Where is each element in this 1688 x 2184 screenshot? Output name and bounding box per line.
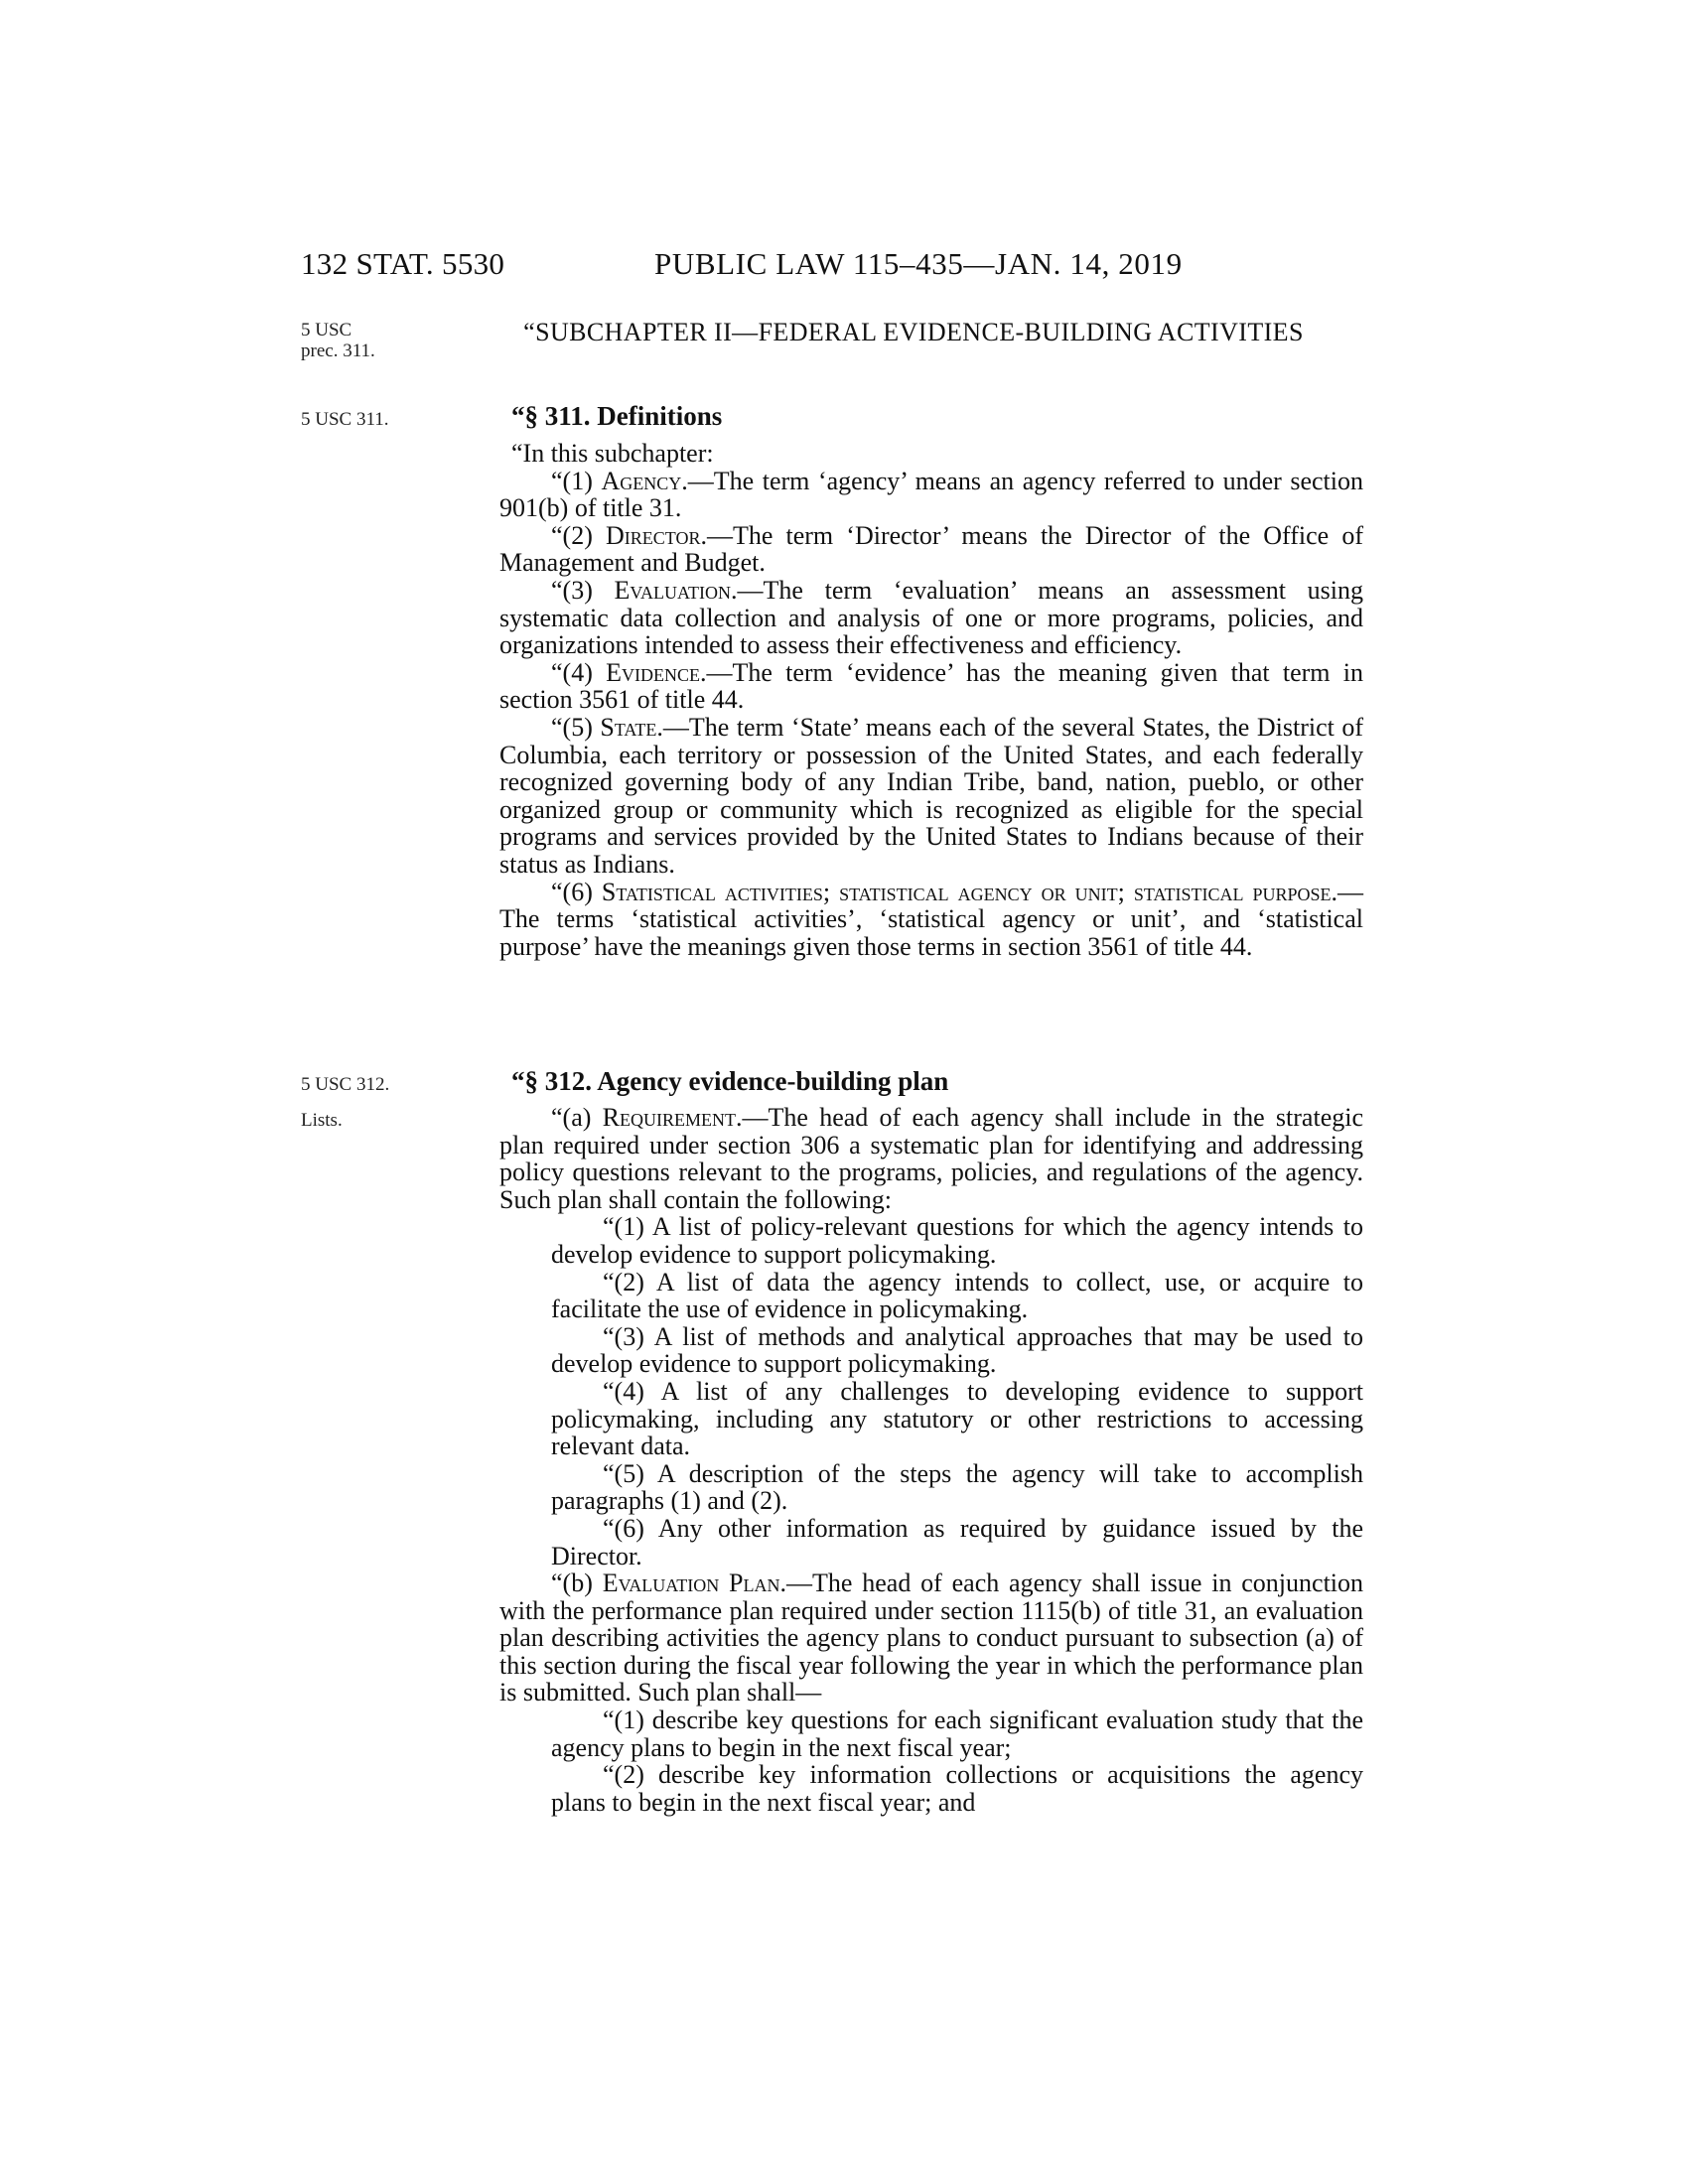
list-item: “(6) Any other information as required by guidance issued by the Director. [551, 1513, 1363, 1570]
definition-text: .—The term ‘Director’ means the Director of the Office of Management and Budget. [499, 520, 1363, 578]
section-312-body [499, 1104, 1363, 1816]
list-item: “(3) A list of methods and analytical approaches that may be used to develop evidence to support policymaking. [551, 1321, 1363, 1379]
subsection-term: Evaluation Plan [602, 1569, 780, 1598]
list-item: “(2) describe key information collections or acquisitions the agency plans to begin in the next fiscal year; and [551, 1760, 1363, 1817]
subsection-num: “(a) [551, 1103, 603, 1132]
definition-num: “(6) [551, 877, 602, 906]
section-311-title: “§ 311. Definitions [511, 401, 723, 431]
margin-note-sec311: 5 USC 311. [301, 409, 389, 430]
definition-term: Statistical activities; statistical agency or unit; statistical purpose [601, 877, 1332, 906]
margin-note-line: prec. 311. [301, 341, 375, 361]
section-311-intro: “In this subchapter: [511, 439, 714, 468]
definition-state [499, 714, 1363, 879]
definition-evaluation [499, 577, 1363, 659]
list-item: “(1) describe key questions for each significant evaluation study that the agency plans to begin in the next fiscal year; [551, 1706, 1363, 1762]
running-head: PUBLIC LAW 115–435—JAN. 14, 2019 [654, 246, 1183, 281]
definition-text: .—The term ‘agency’ means an agency referred to under section 901(b) of title 31. [499, 466, 1363, 523]
definition-statistical [499, 879, 1363, 961]
stat-page-number: 132 STAT. 5530 [301, 246, 505, 281]
definition-term: Director [606, 520, 701, 550]
section-312-title: “§ 312. Agency evidence-building plan [511, 1066, 949, 1096]
list-item: “(1) A list of policy-relevant questions for which the agency intends to develop evidence to support policymaking. [551, 1212, 1363, 1269]
margin-note-lists: Lists. [301, 1110, 343, 1131]
definition-text: .—The term ‘evidence’ has the meaning given that term in section 3561 of title 44. [499, 657, 1363, 715]
list-item: “(5) A description of the steps the agency will take to accomplish paragraphs (1) and (2). [551, 1458, 1363, 1516]
section-311-body [499, 440, 1363, 960]
definition-term: State [600, 712, 657, 742]
subchapter-heading: “SUBCHAPTER II—FEDERAL EVIDENCE-BUILDING ACTIVITIES [523, 318, 1304, 346]
definition-evidence [499, 659, 1363, 714]
margin-note-subchapter [301, 320, 375, 361]
subsection-text: .—The head of each agency shall include in the strategic plan required under section 306 a systematic plan for identifying and addressing policy questions relevant to the programs, policies, and regulations of the agency. Such plan shall contain the following: [499, 1103, 1363, 1214]
definition-text: .—The term ‘State’ means each of the several States, the District of Columbia, each territory or possession of the United States, and each federally recognized governing body of any Indian Tribe, band, nation, pueblo, or other organized group or community which is recognized as eligible for the special programs and services provided by the United States to Indians because of their status as Indians. [499, 712, 1364, 879]
definition-num: “(3) [551, 575, 615, 605]
definition-text: .—The term ‘evaluation’ means an assessment using systematic data collection and analysis of one or more programs, policies, and organizations intended to assess their effectiveness and efficiency. [499, 575, 1363, 660]
definition-term: Agency [601, 466, 682, 495]
running-header [301, 246, 1363, 286]
definition-director [499, 522, 1363, 577]
list-item: “(2) A list of data the agency intends to collect, use, or acquire to facilitate the use of evidence in policymaking. [551, 1267, 1363, 1324]
margin-note-sec312: 5 USC 312. [301, 1074, 390, 1095]
list-item: “(4) A list of any challenges to developing evidence to support policymaking, including any statutory or other restrictions to accessing relevant data. [551, 1376, 1363, 1461]
margin-note-line: 5 USC [301, 320, 352, 341]
subsection-term: Requirement [602, 1103, 736, 1132]
definition-num: “(4) [551, 657, 607, 687]
subsection-b [499, 1570, 1363, 1706]
subsection-text: .—The head of each agency shall issue in conjunction with the performance plan required under section 1115(b) of title 31, an evaluation plan describing activities the agency plans to conduct pursuant to subsection (a) of this section during the fiscal year following the year in which the performance plan is submitted. Such plan shall— [499, 1569, 1364, 1707]
subsection-a [499, 1104, 1363, 1213]
definition-num: “(2) [551, 520, 606, 550]
subsection-num: “(b) [551, 1569, 603, 1598]
definition-text: .—The terms ‘statistical activities’, ‘statistical agency or unit’, and ‘statistical purpose’ have the meanings given those terms in section 3561 of title 44. [499, 877, 1364, 961]
definition-agency [499, 468, 1363, 522]
definition-term: Evidence [606, 657, 700, 687]
definition-num: “(1) [551, 466, 602, 495]
definition-num: “(5) [551, 712, 601, 742]
definition-term: Evaluation [614, 575, 732, 605]
